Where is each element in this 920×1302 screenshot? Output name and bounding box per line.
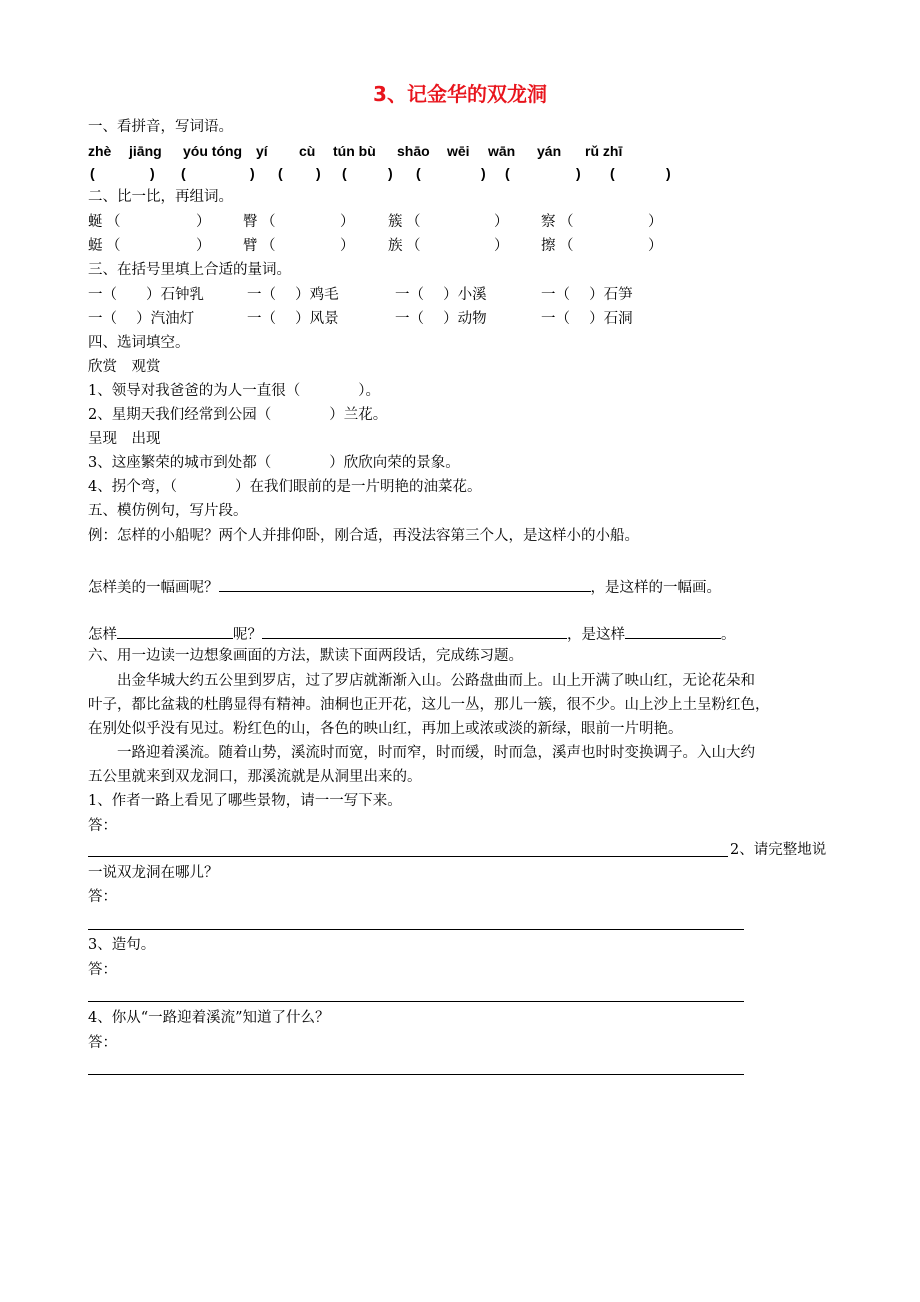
pinyin-1: jiāng [129,143,162,159]
char: 族 [388,238,403,254]
blank[interactable] [625,622,721,639]
char: 擦 [541,238,556,254]
pinyin-3: yí [256,143,268,159]
passage-line: 出金华城大约五公里到罗店，过了罗店就渐渐入山。公路盘曲而上。山上开满了映山红，无论花朵和 [117,673,755,689]
answer-line[interactable] [88,929,744,930]
answer-line[interactable] [88,856,728,857]
section2-heading: 二、比一比，再组词。 [88,189,233,205]
pinyin-10: rǔ zhī [585,143,623,159]
word-choices: 呈现 出现 [88,431,161,447]
pinyin-2: yóu tóng [183,143,243,159]
pinyin-7: wēi [447,143,470,159]
section3-heading: 三、在括号里填上合适的量词。 [88,262,291,278]
measure-noun: 汽油灯 [150,311,195,327]
question: 2、星期天我们经常到公园（ ）兰花。 [88,407,388,423]
answer-label: 答： [88,962,117,978]
passage-line: 五公里就来到双龙洞口，那溪流就是从洞里出来的。 [88,769,422,785]
pinyin-8: wān [488,143,516,159]
measure-noun: 石钟乳 [160,287,204,303]
answer-line[interactable] [88,1001,744,1002]
worksheet-page: 3、记金华的双龙洞 一、看拼音，写词语。 zhè jiāng yóu tóng yí cù tún bù shāo wēi wān yán rǔ zhī ( ) ( ) ( ) ( ) ( ) ( ) ( ) 二、比一比，再组词。 蜒 （ ） 臀 （ ） 簇 （ ） 察 （ ） 蜓 （ ） 臂 （ ） 族 （ ） 擦 （ ） 三、在括号里填上合适的量词。 一（ ）石钟乳 一（ ）鸡毛 一（ ）小溪 一（ ）石笋 一（ ）汽油灯 一（ ）风景 一（ ）动物 一（ ）石洞 四、选词填空。 欣赏 观赏 1、领导对我爸爸的为人一直很（ ）。 2、星期天我们经常到公园（ ）兰花。 呈现 出现 3、这座繁荣的城市到处都（ ）欣欣向荣的景象。 4、拐个弯，（ ）在我们眼前的是一片明艳的油菜花。 五、模仿例句，写片段。 例：怎样的小船呢？两个人并排仰卧，刚合适，再没法容第三个人，是这样小的小船。 怎样美的一幅画呢？ ，是这样的一幅画。 怎样 呢？ ，是这样 。 六、用一边读一边想象画面的方法，默读下面两段话，完成练习题。 出金华城大约五公里到罗店，过了罗店就渐渐入山。公路盘曲而上。山上开满了映山红，无论花朵和 叶子，都比盆栽的杜鹃显得有精神。油桐也正开花，这儿一丛，那儿一簇，很不少。山上沙上土呈粉红色， 在别处似乎没有见过。粉红色的山，各色的映山红，再加上或浓或淡的新绿，眼前一片明艳。 一路迎着溪流。随着山势，溪流时而宽，时而窄，时而缓，时而急，溪声也时时变换调子。入山大约 五公里就来到双龙洞口，那溪流就是从洞里出来的。 1、作者一路上看见了哪些景物，请一一写下来。 答： 2、请完整地说 一说双龙洞在哪儿？ 答： 3、造句。 答： 4、你从“一路迎着溪流”知道了什么？ 答： [0,0,920,1302]
blank[interactable] [117,622,233,639]
page-title: 3、记金华的双龙洞 [373,82,547,106]
measure-noun: 风景 [309,311,339,327]
blank[interactable] [262,622,567,639]
pinyin-5: tún bù [333,143,376,159]
section4-heading: 四、选词填空。 [88,335,190,351]
question: 4、你从“一路迎着溪流”知道了什么？ [88,1010,330,1026]
question: 4、拐个弯，（ ）在我们眼前的是一片明艳的油菜花。 [88,479,482,495]
section5-heading: 五、模仿例句，写片段。 [88,503,248,519]
pinyin-6: shāo [397,143,430,159]
section1-heading: 一、看拼音，写词语。 [88,119,233,135]
char: 蜓 [88,238,103,254]
pinyin-4: cù [299,143,316,159]
char: 臀 [243,214,258,230]
char: 察 [541,214,556,230]
measure-noun: 鸡毛 [309,287,339,303]
measure-noun: 石洞 [603,311,633,327]
imitation-line-2: 怎样 呢？ ，是这样 。 [88,622,736,645]
answer-line[interactable] [88,1074,744,1075]
passage-line: 叶子，都比盆栽的杜鹃显得有精神。油桐也正开花，这儿一丛，那儿一簇，很不少。山上沙上土呈粉红色， [88,697,770,713]
blank[interactable] [219,575,591,592]
char: 臂 [243,238,258,254]
example-sentence: 例：怎样的小船呢？两个人并排仰卧，刚合适，再没法容第三个人，是这样小的小船。 [88,528,639,544]
question: 3、这座繁荣的城市到处都（ ）欣欣向荣的景象。 [88,455,460,471]
question: 1、作者一路上看见了哪些景物，请一一写下来。 [88,793,402,809]
char: 蜒 [88,214,103,230]
answer-label: 答： [88,818,117,834]
question: 1、领导对我爸爸的为人一直很（ ）。 [88,383,380,399]
question: 3、造句。 [88,937,156,953]
section6-heading: 六、用一边读一边想象画面的方法，默读下面两段话，完成练习题。 [88,648,523,664]
measure-noun: 石笋 [603,287,633,303]
pinyin-0: zhè [88,143,112,159]
question: 2、请完整地说 [730,842,827,858]
measure-noun: 动物 [457,311,487,327]
pinyin-9: yán [537,143,562,159]
measure-noun: 小溪 [457,287,487,303]
word-choices: 欣赏 观赏 [88,359,161,375]
passage-line: 一路迎着溪流。随着山势，溪流时而宽，时而窄，时而缓，时而急，溪声也时时变换调子。入山大约 [117,745,755,761]
passage-line: 在别处似乎没有见过。粉红色的山，各色的映山红，再加上或浓或淡的新绿，眼前一片明艳。 [88,721,683,737]
imitation-line-1: 怎样美的一幅画呢？ ，是这样的一幅画。 [88,575,721,598]
answer-label: 答： [88,889,117,905]
question: 一说双龙洞在哪儿？ [88,865,219,881]
char: 簇 [388,214,403,230]
answer-label: 答： [88,1035,117,1051]
